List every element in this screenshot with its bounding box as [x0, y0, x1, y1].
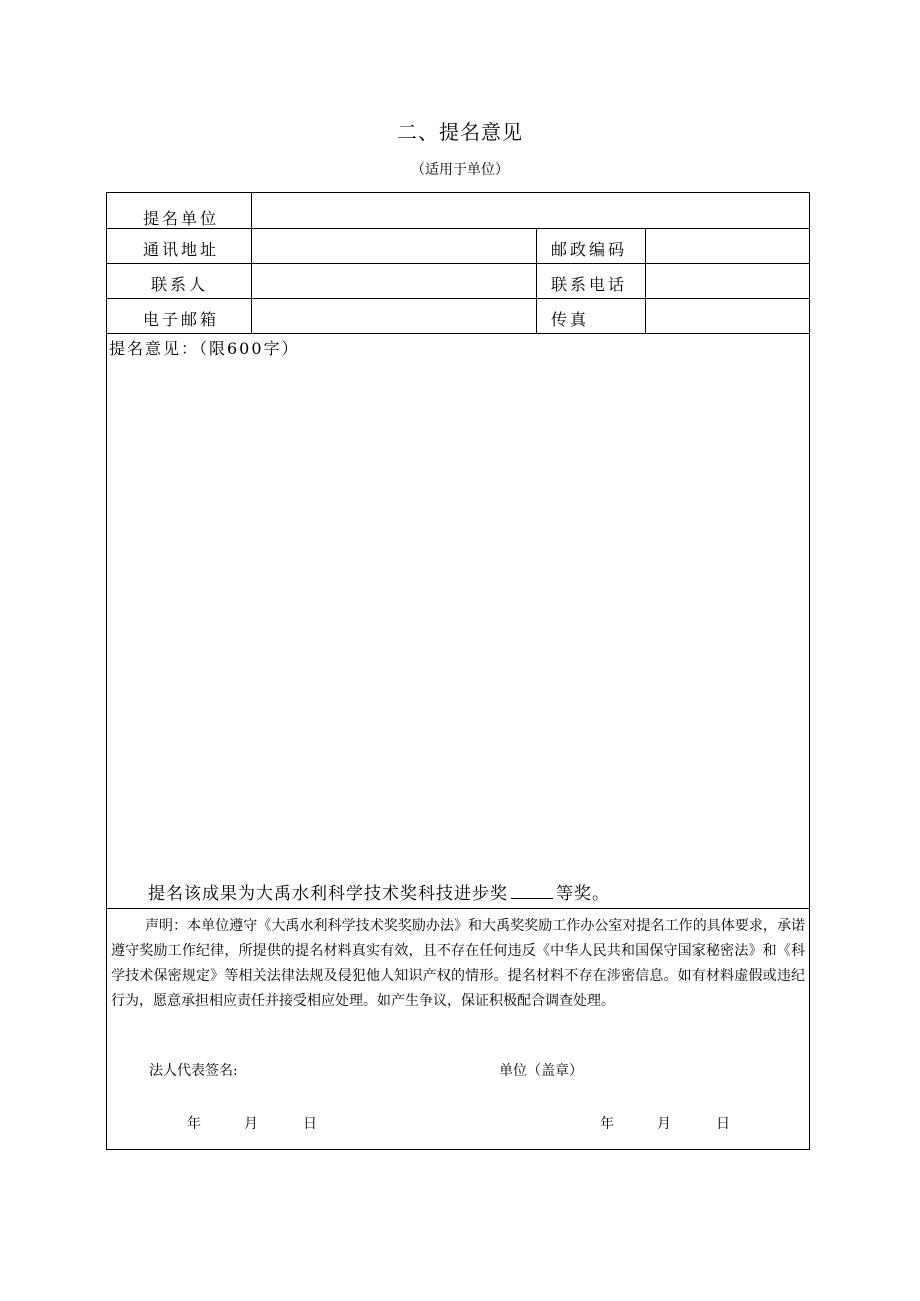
legal-representative-signature-label: 法人代表签名: — [149, 1063, 238, 1079]
signature-year-label: 年 — [187, 1116, 201, 1132]
nomination-prefix: 提名该成果为大禹水利科学技术奖科技进步奖 — [148, 884, 508, 904]
seal-year-label: 年 — [600, 1116, 614, 1132]
column-divider — [536, 228, 537, 333]
seal-day-label: 日 — [716, 1116, 730, 1132]
phone-field[interactable] — [650, 266, 805, 296]
signature-day-label: 日 — [303, 1116, 317, 1132]
contact-label: 联系人 — [151, 275, 209, 294]
page-title: 二、提名意见 — [397, 120, 523, 144]
nomination-form — [106, 192, 810, 1150]
row-divider — [107, 333, 809, 334]
row-divider — [107, 263, 809, 264]
email-label: 电子邮箱 — [143, 310, 220, 329]
opinion-label: 提名意见：（限600字） — [109, 339, 300, 358]
contact-field[interactable] — [257, 266, 531, 296]
postcode-field[interactable] — [650, 231, 805, 261]
nominating-unit-field[interactable] — [257, 195, 805, 227]
fax-field[interactable] — [650, 301, 805, 331]
seal-month-label: 月 — [657, 1116, 671, 1132]
email-field[interactable] — [257, 301, 531, 331]
address-label: 通讯地址 — [143, 240, 220, 259]
nomination-statement — [148, 879, 610, 904]
fax-label: 传真 — [551, 310, 590, 329]
award-grade-field[interactable] — [511, 884, 553, 899]
address-field[interactable] — [257, 231, 531, 261]
page-subtitle: （适用于单位） — [411, 162, 509, 178]
opinion-textarea[interactable] — [111, 361, 805, 869]
nominating-unit-label: 提名单位 — [143, 209, 220, 228]
phone-label: 联系电话 — [551, 275, 628, 294]
column-divider — [645, 228, 646, 333]
postcode-label: 邮政编码 — [551, 240, 628, 259]
unit-seal-label: 单位（盖章） — [499, 1063, 583, 1079]
nomination-suffix: 等奖。 — [556, 884, 610, 904]
signature-month-label: 月 — [244, 1116, 258, 1132]
row-divider — [107, 298, 809, 299]
column-divider — [251, 193, 252, 333]
declaration-text: 声明：本单位遵守《大禹水利科学技术奖奖励办法》和大禹奖奖励工作办公室对提名工作的具体要求，承诺遵守奖励工作纪律，所提供的提名材料真实有效，且不存在任何违反《中华人民共和国保守国家秘密法》和《科学技术保密规定》等相关法律法规及侵犯他人知识产权的情形。提名材料不存在涉密信息。如有材料虚假或违纪行为，愿意承担相应责任并接受相应处理。如产生争议，保证积极配合调查处理。 — [111, 918, 805, 1009]
row-divider — [107, 908, 809, 909]
